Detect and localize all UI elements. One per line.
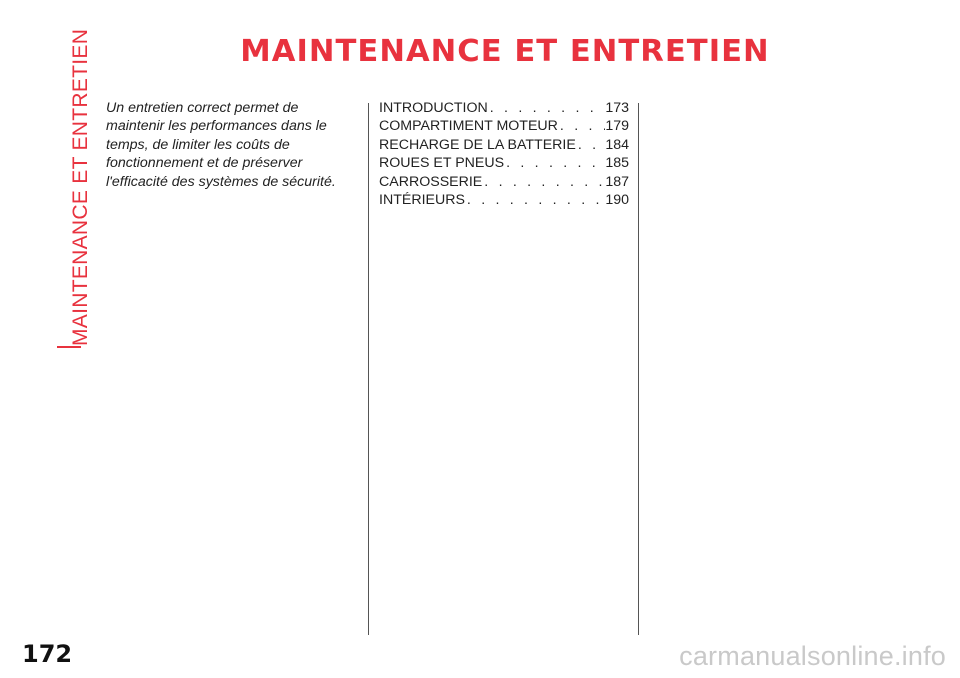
toc-item-interieurs[interactable] — [379, 191, 629, 209]
toc-item-page: 190 — [605, 192, 629, 209]
toc-item-page: 179 — [605, 118, 629, 135]
toc-item-recharge-batterie[interactable] — [379, 136, 629, 154]
toc-dot-leader — [490, 99, 606, 117]
column-divider-right — [638, 103, 639, 635]
toc-item-label: COMPARTIMENT MOTEUR — [379, 118, 558, 135]
toc-dot-leader — [560, 117, 605, 135]
toc-item-page: 173 — [605, 100, 629, 116]
toc-item-label: RECHARGE DE LA BATTERIE — [379, 136, 576, 153]
toc-item-label: CARROSSERIE — [379, 173, 483, 190]
side-tab-label: MAINTENANCE ET ENTRETIEN — [69, 28, 92, 346]
chapter-title: MAINTENANCE ET ENTRETIEN — [240, 34, 770, 69]
chapter-side-tab — [57, 28, 92, 348]
toc-item-carrosserie[interactable] — [379, 173, 629, 191]
page-number: 172 — [22, 640, 73, 668]
toc-item-page: 184 — [605, 136, 629, 153]
toc-dot-leader — [578, 136, 605, 154]
toc-item-page: 185 — [605, 155, 629, 172]
toc-dot-leader — [484, 173, 605, 191]
toc-dot-leader — [506, 154, 605, 172]
watermark-text: carmanualsonline.info — [679, 641, 946, 671]
column-divider-left — [368, 103, 369, 635]
table-of-contents — [379, 99, 629, 209]
toc-dot-leader — [467, 191, 605, 209]
toc-item-introduction[interactable] — [379, 99, 629, 117]
toc-item-roues-pneus[interactable] — [379, 154, 629, 172]
toc-item-label: INTRODUCTION — [379, 100, 488, 116]
toc-item-compartiment-moteur[interactable] — [379, 117, 629, 135]
toc-item-page: 187 — [605, 173, 629, 190]
toc-item-label: INTÉRIEURS — [379, 192, 465, 209]
toc-item-label: ROUES ET PNEUS — [379, 155, 505, 172]
chapter-intro: Un entretien correct permet de maintenir les performances dans le temps, de limiter les coûts de fonctionnement et de préserver l'efficacité des systèmes de sécurité. — [106, 100, 336, 190]
